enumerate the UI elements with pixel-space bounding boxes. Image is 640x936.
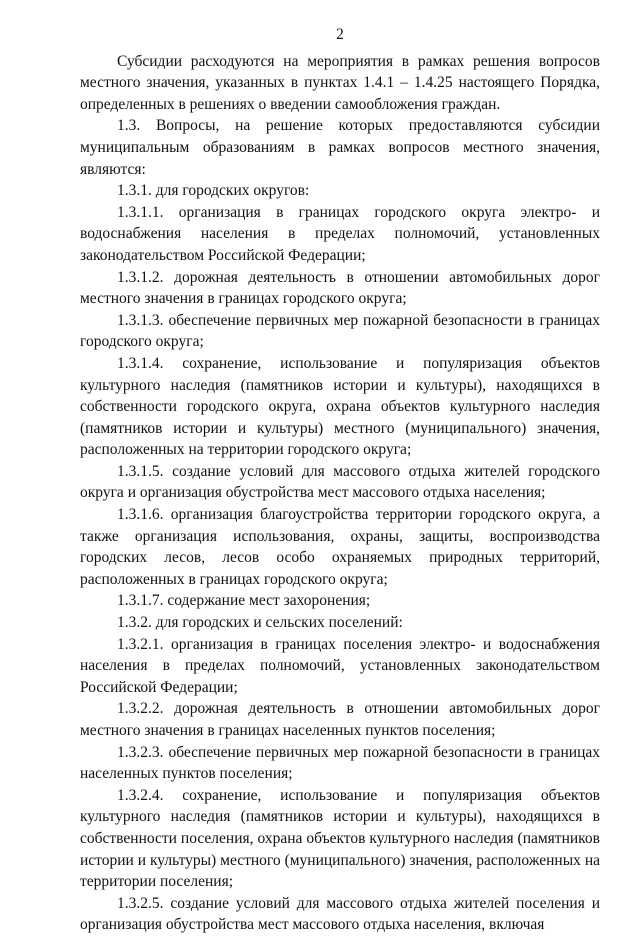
paragraph-1-3-1-5: 1.3.1.5. создание условий для массового отдыха жителей городского округа и организация обустройства мест массового отдыха населения; (80, 462, 600, 502)
document-body (80, 51, 600, 936)
paragraph-1-3-1-6: 1.3.1.6. организация благоустройства территории городского округа, а также организация использования, охраны, защиты, воспроизводства городских лесов, лесов особо охраняемых природных территорий, расположенных в границах городского округа; (80, 506, 600, 588)
paragraph-1-3-2-5: 1.3.2.5. создание условий для массового отдыха жителей поселения и организация обустройства мест массового отдыха населения, включая (80, 894, 600, 934)
paragraph-1-3-1-2: 1.3.1.2. дорожная деятельность в отношении автомобильных дорог местного значения в границах городского округа; (80, 268, 600, 308)
paragraph-1-3-2-3: 1.3.2.3. обеспечение первичных мер пожарной безопасности в границах населенных пунктов поселения; (80, 743, 600, 783)
paragraph-1-3-1-1: 1.3.1.1. организация в границах городского округа электро- и водоснабжения населения в пределах полномочий, установленных законодательством Российской Федерации; (80, 203, 600, 264)
paragraph-1-3-2-1: 1.3.2.1. организация в границах поселения электро- и водоснабжения населения в пределах полномочий, установленных законодательством Российской Федерации; (80, 635, 600, 696)
paragraph-1-3-1-4: 1.3.1.4. сохранение, использование и популяризация объектов культурного наследия (памятников истории и культуры), находящихся в собственности городского округа, охрана объектов культурного наследия (памятников истории и культуры) местного (муниципального) значения, расположенных на территории городского округа; (80, 354, 600, 459)
page-number: 2 (336, 26, 344, 43)
paragraph-1-3-1-3: 1.3.1.3. обеспечение первичных мер пожарной безопасности в границах городского округа; (80, 311, 600, 351)
paragraph-subsidies-purpose: Субсидии расходуются на мероприятия в рамках решения вопросов местного значения, указанных в пунктах 1.4.1 – 1.4.25 настоящего Порядка, определенных в решениях о введении самообложения граждан. (80, 52, 600, 113)
paragraph-1-3-2-2: 1.3.2.2. дорожная деятельность в отношении автомобильных дорог местного значения в границах населенных пунктов поселения; (80, 700, 600, 739)
paragraph-1-3-1: 1.3.1. для городских округов: (117, 182, 310, 200)
paragraph-1-3-2-4: 1.3.2.4. сохранение, использование и популяризация объектов культурного наследия (памятников истории и культуры), находящихся в собственности поселения, охрана объектов культурного наследия (памятников истории и культуры) местного (муниципального) значения, расположенных на территории поселения; (80, 786, 600, 891)
document-page (80, 24, 600, 936)
paragraph-1-3-1-7: 1.3.1.7. содержание мест захоронения; (117, 592, 371, 610)
paragraph-1-3-2: 1.3.2. для городских и сельских поселений: (117, 614, 403, 632)
paragraph-1-3: 1.3. Вопросы, на решение которых предоставляются субсидии муниципальным образованиям в рамках вопросов местного значения, являются: (80, 117, 600, 178)
